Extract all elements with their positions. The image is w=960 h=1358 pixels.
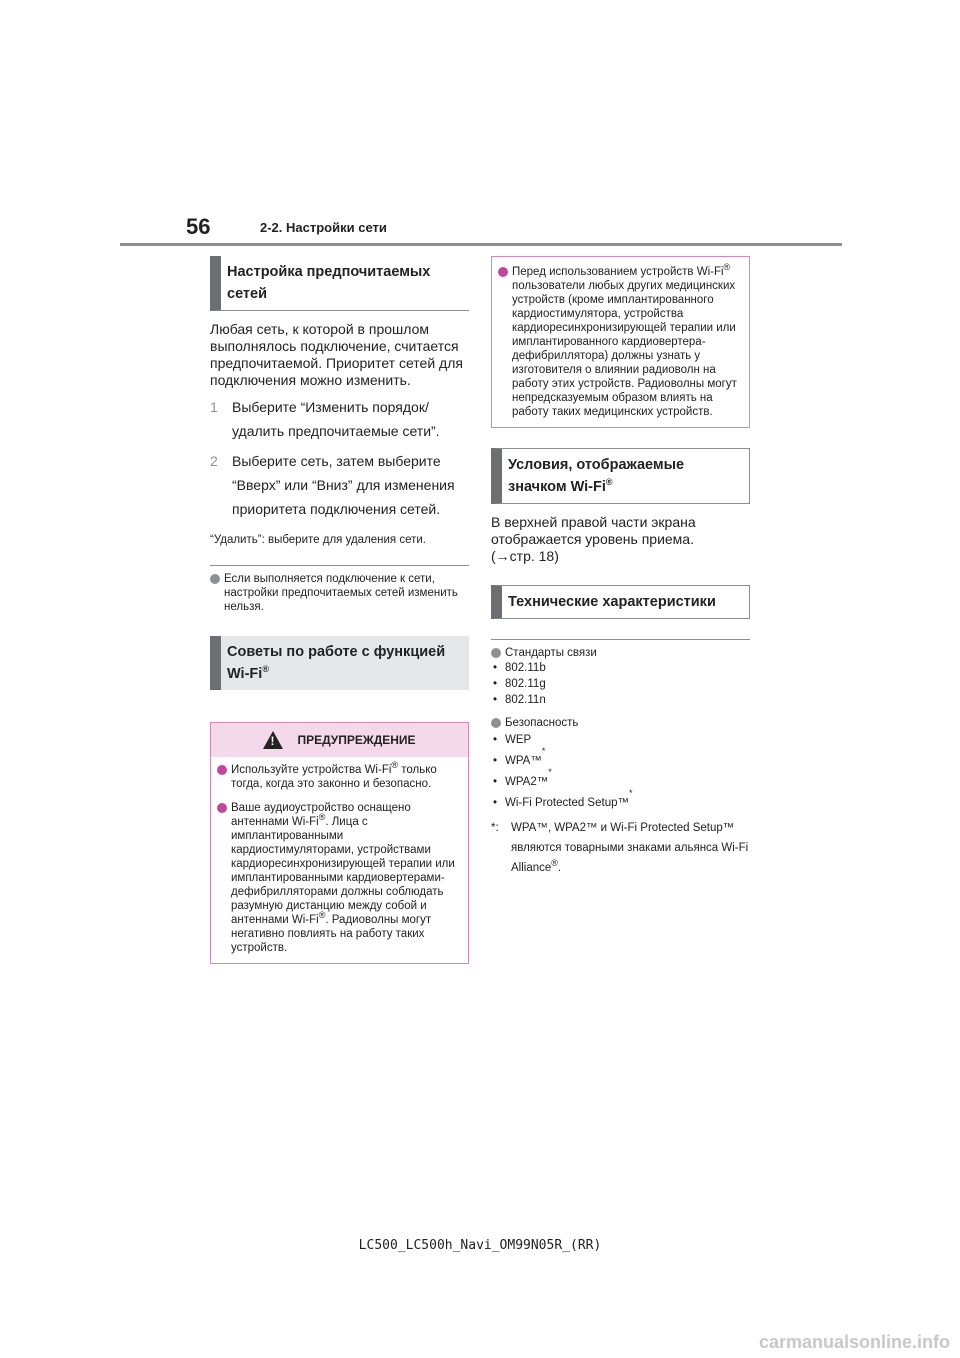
bullet-dot-icon — [217, 765, 227, 775]
warning-box — [210, 722, 469, 964]
bullet-dot-icon — [491, 718, 501, 728]
footnote-mark: * — [548, 767, 552, 777]
footnote-mark: * — [628, 788, 633, 798]
security-value: Wi-Fi Protected Setup™ — [505, 797, 629, 809]
footnote-text: . — [557, 862, 562, 874]
security-label: Безопасность — [505, 717, 579, 729]
bullet-dot-icon — [498, 267, 508, 277]
list-item: • 802.11n — [493, 694, 546, 706]
registered-mark: ® — [605, 477, 613, 488]
connected-note — [210, 572, 469, 614]
warning-text: . Радиоволны могут негативно повлиять на работу таких устройств. — [231, 914, 432, 954]
security-list — [491, 730, 750, 814]
warning-body — [211, 757, 468, 963]
warning-text: Используйте устройства Wi-Fi — [231, 764, 392, 776]
standard-value: 802.11b — [505, 662, 546, 674]
registered-mark: ® — [318, 910, 326, 921]
medical-text: пользователи любых других медицинских устройств (кроме имплантированного кардиостимулятора, устройства кардиоресинхронизирующей терапии или имплантированного кардиовертера-дефибриллятора) должны узнать у изготовителя о влиянии радиоволн на работу этих устройств. Радиоволны могут непредсказуемым образом влиять на работу таких медицинских устройств. — [512, 280, 737, 418]
step-1 — [210, 395, 469, 443]
security-value: WPA2™ — [505, 776, 549, 788]
connected-note-text: Если выполняется подключение к сети, настройки предпочитаемых сетей изменить нельзя. — [224, 573, 458, 613]
page-number: 56 — [186, 214, 211, 239]
footnote-mark: *: — [491, 822, 499, 834]
divider — [491, 639, 750, 640]
step-2 — [210, 449, 469, 521]
preferred-networks-paragraph: Любая сеть, к которой в прошлом выполнялось подключение, считается предпочитаемой. Приоритет сетей для подключения можно изменить. — [210, 321, 463, 388]
document-code-footer: LC500_LC500h_Navi_OM99N05R_(RR) — [358, 1238, 602, 1253]
step-number: 1 — [210, 399, 218, 415]
wifi-icon-heading — [491, 448, 750, 504]
step-text: Выберите “Изменить порядок/удалить предпочитаемые сети”. — [232, 399, 440, 439]
registered-mark: ® — [551, 858, 558, 869]
standard-value: 802.11g — [505, 678, 546, 690]
divider — [210, 565, 469, 566]
security-value: WEP — [505, 734, 532, 746]
footnote-text: WPA™, WPA2™ и Wi-Fi Protected Setup™ являются товарными знаками альянса Wi-Fi Alliance — [511, 822, 749, 874]
trademark-footnote — [491, 818, 750, 878]
specs-title: Технические характеристики — [508, 594, 716, 610]
medical-warning-item — [498, 262, 741, 419]
page-reference-link[interactable]: (→стр. 18) — [491, 548, 559, 564]
warning-header — [211, 723, 468, 757]
bullet-dot-icon — [217, 803, 227, 813]
list-item: • 802.11g — [493, 678, 546, 690]
medical-warning-box — [491, 256, 750, 428]
right-column — [491, 256, 750, 878]
standards-list — [491, 660, 750, 708]
wifi-tips-heading — [210, 636, 469, 690]
list-item: • WEP — [491, 730, 750, 751]
medical-text: Перед использованием устройств Wi-Fi — [512, 266, 724, 278]
warning-item — [217, 760, 460, 791]
header-rule — [120, 243, 842, 246]
watermark: carmanualsonline.info — [758, 1332, 950, 1352]
registered-mark: ® — [723, 262, 731, 273]
list-item: • Wi-Fi Protected Setup™ * — [491, 793, 750, 814]
warning-text: только тогда, когда это законно и безопасно. — [231, 764, 437, 790]
signal-paragraph — [491, 514, 750, 565]
standard-value: 802.11n — [505, 694, 546, 706]
footnote-mark: * — [541, 746, 546, 756]
step-text: Выберите сеть, затем выберите “Вверх” или “Вниз” для изменения приоритета подключения сетей. — [232, 453, 455, 517]
warning-item — [217, 801, 460, 955]
warning-label: ПРЕДУПРЕЖДЕНИЕ — [297, 733, 416, 747]
security-value: WPA™ — [505, 755, 542, 767]
left-column — [210, 256, 469, 964]
section-title: 2-2. Настройки сети — [260, 220, 387, 235]
delete-note: “Удалить”: выберите для удаления сети. — [210, 534, 427, 546]
step-number: 2 — [210, 453, 218, 469]
registered-mark: ® — [318, 812, 326, 823]
list-item: • 802.11b — [493, 662, 546, 674]
warning-triangle-icon — [263, 731, 283, 749]
wifi-tips-title: Советы по работе с функцией Wi-Fi — [227, 644, 446, 682]
list-item: • WPA2™ * — [491, 772, 750, 793]
registered-mark: ® — [262, 664, 269, 675]
security-heading — [491, 716, 750, 730]
standards-heading — [491, 646, 750, 660]
standards-label: Стандарты связи — [505, 647, 597, 659]
list-item: • WPA™ * — [491, 751, 750, 772]
signal-text: В верхней правой части экрана отображается уровень приема. — [491, 514, 696, 547]
preferred-networks-heading — [210, 256, 469, 311]
warning-text: . Лица с имплантированными кардиостимуляторами, устройствами кардиоресинхронизирующей терапии или имплантированными кардиовертерами-дефибрилляторами должны соблюдать разумную дистанцию между собой и антеннами Wi-Fi — [231, 816, 455, 926]
wifi-icon-title: Условия, отображаемые значком Wi-Fi — [508, 457, 685, 495]
preferred-networks-title: Настройка предпочитаемых сетей — [227, 264, 431, 302]
registered-mark: ® — [391, 760, 399, 771]
warning-text: Ваше аудиоустройство оснащено антеннами Wi-Fi — [231, 802, 411, 828]
bullet-dot-icon — [210, 574, 220, 584]
specs-heading — [491, 585, 750, 619]
bullet-dot-icon — [491, 648, 501, 658]
